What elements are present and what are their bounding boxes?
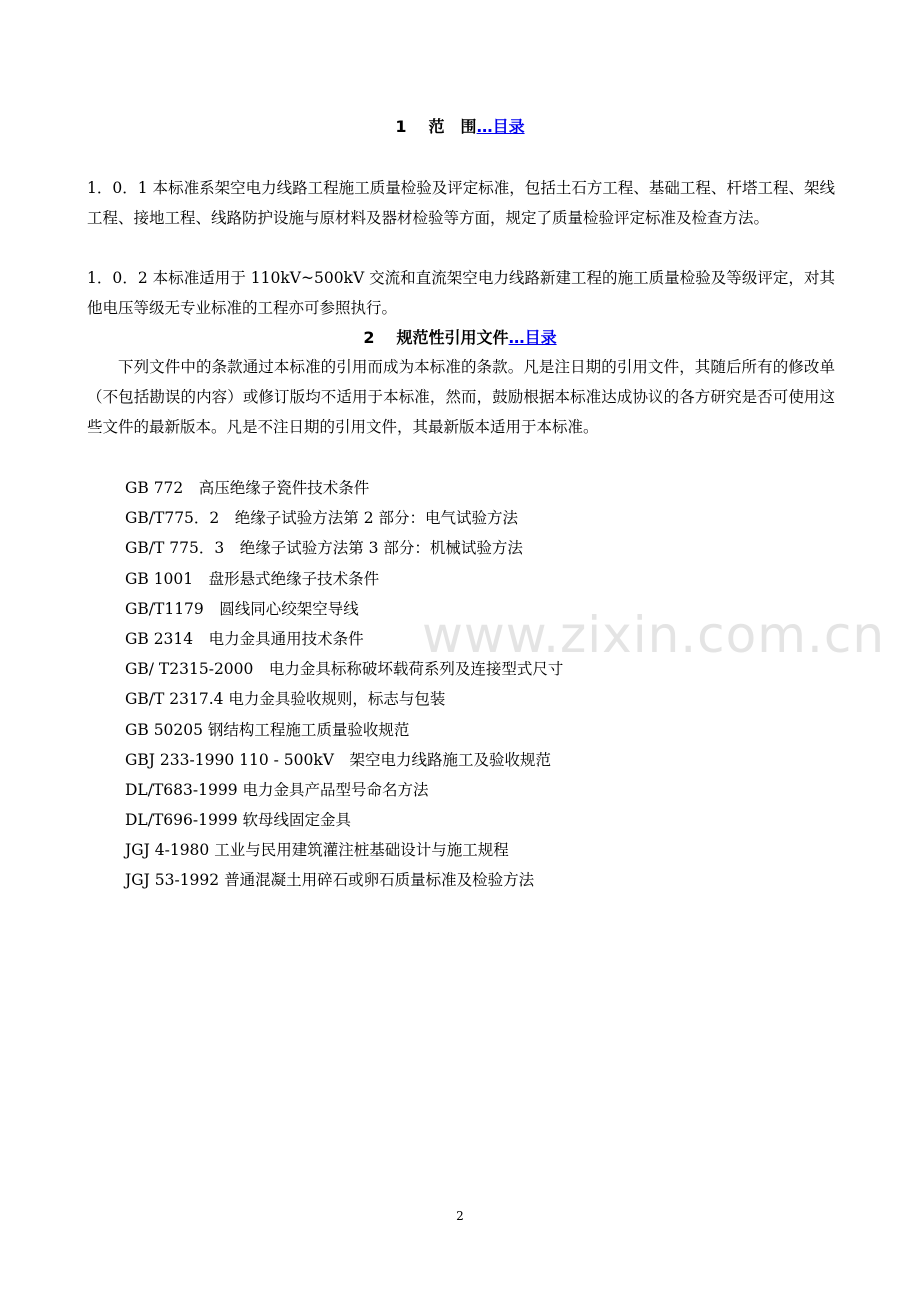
reference-item: GBJ 233-1990 110 - 500kV 架空电力线路施工及验收规范: [125, 750, 551, 769]
section-2-title: 规范性引用文件: [396, 328, 509, 347]
clause-1-0-1: 1．0．1 本标准系架空电力线路工程施工质量检验及评定标准，包括土石方工程、基础工程、杆塔工程、架线工程、接地工程、线路防护设施与原材料及器材检验等方面，规定了质量检验评定标准及检查方法。: [87, 179, 835, 227]
reference-item: DL/T683-1999 电力金具产品型号命名方法: [125, 780, 429, 799]
watermark: www.zixin.com.cn: [422, 606, 886, 664]
clause-1-0-2: 1．0．2 本标准适用于 110kV~500kV 交流和直流架空电力线路新建工程的施工质量检验及等级评定，对其他电压等级无专业标准的工程亦可参照执行。: [87, 269, 835, 317]
reference-item: GB/T 775．3 绝缘子试验方法第 3 部分：机械试验方法: [125, 539, 523, 558]
reference-item: GB 50205 钢结构工程施工质量验收规范: [125, 720, 410, 739]
section-1-number: 1: [395, 117, 407, 136]
reference-item: GB/T 2317.4 电力金具验收规则，标志与包装: [125, 690, 446, 709]
section-2-heading: [0, 327, 920, 349]
intro-paragraph: 下列文件中的条款通过本标准的引用而成为本标准的条款。凡是注日期的引用文件，其随后所有的修改单（不包括勘误的内容）或修订版均不适用于本标准，然而，鼓励根据本标准达成协议的各方研究是否可使用这些文件的最新版本。凡是不注日期的引用文件，其最新版本适用于本标准。: [87, 358, 835, 436]
reference-item: DL/T696-1999 软母线固定金具: [125, 811, 351, 830]
reference-item: GB/T1179 圆线同心绞架空导线: [125, 599, 359, 618]
page-number: 2: [456, 1209, 464, 1223]
reference-item: GB 1001 盘形悬式绝缘子技术条件: [125, 569, 380, 588]
toc-link-section-2[interactable]: …目录: [508, 328, 557, 347]
reference-item: GB/ T2315-2000 电力金具标称破坏载荷系列及连接型式尺寸: [125, 660, 564, 679]
reference-list: [125, 473, 563, 896]
reference-item: GB/T775．2 绝缘子试验方法第 2 部分：电气试验方法: [125, 509, 518, 528]
reference-item: GB 772 高压绝缘子瓷件技术条件: [125, 479, 370, 497]
section-1-heading: [0, 116, 920, 138]
toc-link-section-1[interactable]: …目录: [476, 117, 525, 136]
reference-item: JGJ 4-1980 工业与民用建筑灌注桩基础设计与施工规程: [125, 841, 509, 860]
reference-item: JGJ 53-1992 普通混凝土用碎石或卵石质量标准及检验方法: [125, 871, 535, 890]
reference-item: GB 2314 电力金具通用技术条件: [125, 629, 364, 648]
section-2-number: 2: [363, 328, 375, 347]
section-1-title: 范 围: [428, 117, 477, 136]
